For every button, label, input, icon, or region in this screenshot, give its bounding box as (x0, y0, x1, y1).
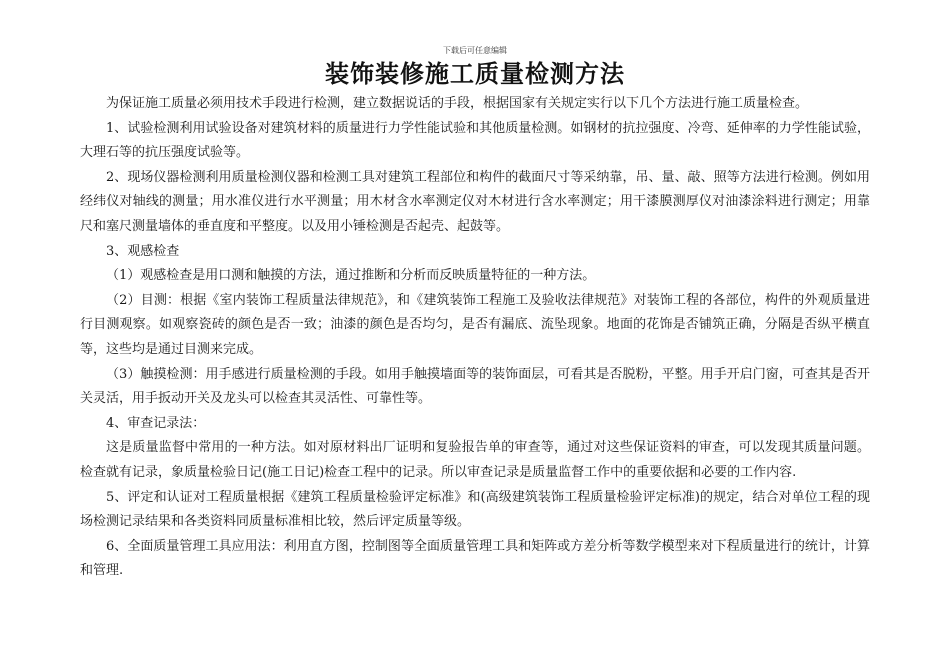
paragraph-quality-tools: 6、全面质量管理工具应用法：利用直方图，控制图等全面质量管理工具和矩阵或方差分析等数学模型来对下程质量进行的统计，计算和管理. (80, 538, 870, 579)
paragraph-visual-3: （3）触摸检测：用手感进行质量检测的手段。如用手触摸墙面等的装饰面层，可看其是否脱粉，平整。用手开启门窗，可查其是否开关灵活，用手扳动开关及龙头可以检查其灵活性、可靠性等。 (80, 366, 870, 407)
page-title: 装饰装修施工质量检测方法 (325, 60, 625, 88)
paragraph-test-inspection: 1、试验检测利用试验设备对建筑材料的质量进行力学性能试验和其他质量检测。如钢材的抗拉强度、冷弯、延伸率的力学性能试验，大理石等的抗压强度试验等。 (80, 120, 870, 161)
paragraph-visual-1: （1）观感检查是用口测和触摸的方法，通过推断和分析而反映质量特征的一种方法。 (106, 268, 596, 284)
heading-record-review: 4、审查记录法： (106, 415, 206, 431)
header-note: 下载后可任意编辑 (443, 46, 507, 55)
document-body (80, 92, 870, 584)
heading-visual-inspection: 3、观感检查 (106, 243, 180, 259)
paragraph-visual-2: （2）目测：根据《室内装饰工程质量法律规范》，和《建筑装饰工程施工及验收法律规范》对装饰工程的各部位，构件的外观质量进行目测观察。如观察瓷砖的颜色是否一致；油漆的颜色是否均匀，是否有漏底、流坠现象。地面的花饰是否铺筑正确，分隔是否纵平横直等，这些均是通过目测来完成。 (80, 292, 870, 357)
paragraph-evaluation: 5、评定和认证对工程质量根据《建筑工程质量检验评定标准》和(高级建筑装饰工程质量检验评定标准)的规定，结合对单位工程的现场检测记录结果和各类资料同质量标准相比较，然后评定质量等级。 (80, 489, 870, 530)
intro-paragraph: 为保证施工质量必须用技术手段进行检测，建立数据说话的手段，根据国家有关规定实行以下几个方法进行施工质量检查。 (106, 96, 809, 111)
paragraph-instrument-inspection: 2、现场仪器检测利用质量检测仪器和检测工具对建筑工程部位和构件的截面尺寸等采纳靠，吊、量、敲、照等方法进行检测。例如用经纬仪对轴线的测量；用水准仪进行水平测量；用木材含水率测定仪对木材进行含水率测定；用干漆膜测厚仪对油漆涂料进行测定；用靠尺和塞尺测量墙体的垂直度和平整度。以及用小锤检测是否起壳、起鼓等。 (80, 169, 870, 234)
paragraph-record-review: 这是质量监督中常用的一种方法。如对原材料出厂证明和复验报告单的审查等，通过对这些保证资料的审查，可以发现其质量问题。检查就有记录，象质量检验日记(施工日记)检查工程中的记录。所以审查记录是质量监督工作中的重要依据和必要的工作内容. (80, 440, 870, 480)
